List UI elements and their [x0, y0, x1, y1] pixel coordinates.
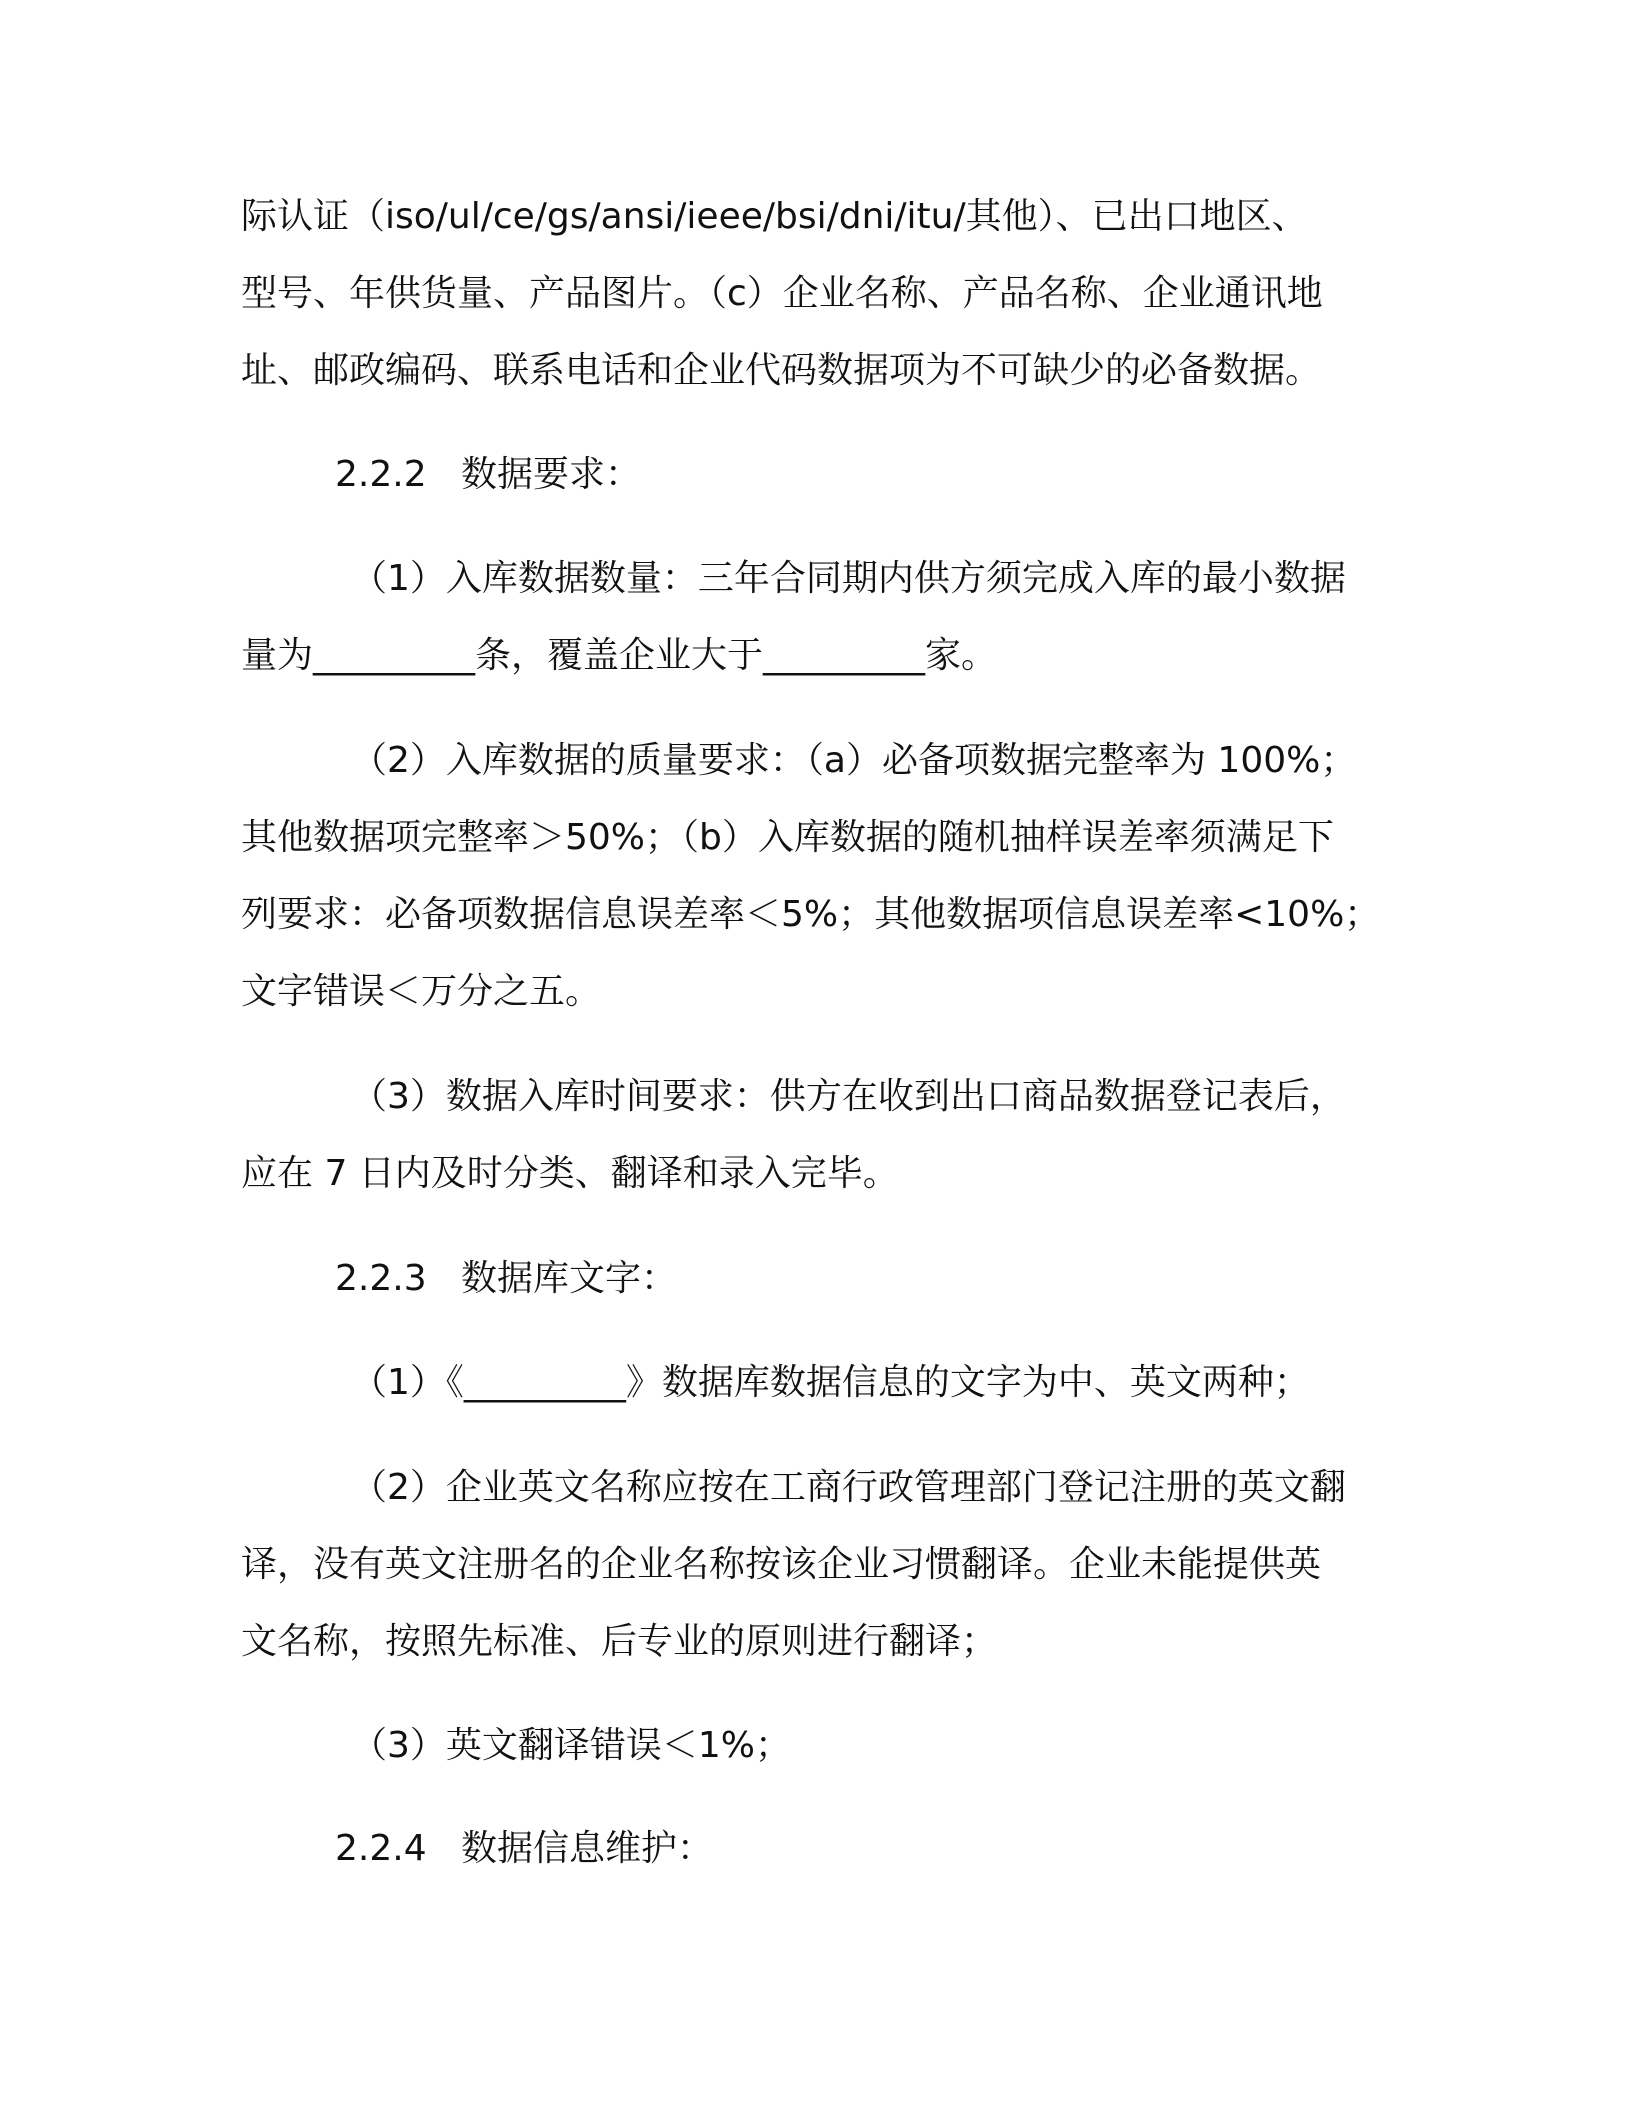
- paragraph-certification: [241, 178, 1401, 409]
- paragraph-database-language: [241, 1344, 1401, 1421]
- section-number: 2.2.3: [335, 1258, 427, 1299]
- text-line: （3）英文翻译错误＜1%；: [351, 1725, 792, 1766]
- section-heading-2-2-2: [241, 436, 1495, 513]
- text-line: 译，没有英文注册名的企业名称按该企业习惯翻译。企业未能提供英: [241, 1544, 1322, 1585]
- text-line: （2）入库数据的质量要求：（a）必备项数据完整率为 100%；: [351, 740, 1357, 781]
- section-number: 2.2.2: [335, 454, 427, 495]
- section-heading-2-2-3: [241, 1240, 1495, 1317]
- text-line: （3）数据入库时间要求：供方在收到出口商品数据登记表后，: [351, 1076, 1346, 1117]
- text-line: 文名称，按照先标准、后专业的原则进行翻译；: [241, 1621, 998, 1662]
- paragraph-translation-error: [241, 1707, 1401, 1784]
- text-line: 址、邮政编码、联系电话和企业代码数据项为不可缺少的必备数据。: [241, 350, 1322, 391]
- section-title: 数据信息维护：: [461, 1828, 714, 1869]
- text-line: 际认证（iso/ul/ce/gs/ansi/ieee/bsi/dni/itu/其他）、已出口地区、: [241, 196, 1308, 237]
- section-number: 2.2.4: [335, 1828, 427, 1869]
- paragraph-data-quality: [241, 722, 1401, 1030]
- section-heading-2-2-4: [241, 1810, 1495, 1887]
- text-line: 型号、年供货量、产品图片。（c）企业名称、产品名称、企业通讯地: [241, 273, 1323, 314]
- section-title: 数据要求：: [461, 454, 642, 495]
- text-line: 其他数据项完整率＞50%；（b）入库数据的随机抽样误差率须满足下: [241, 817, 1334, 858]
- text-line: 应在 7 日内及时分类、翻译和录入完毕。: [241, 1153, 899, 1194]
- text-line: 量为_________条，覆盖企业大于_________家。: [241, 635, 998, 676]
- text-line: （1）《_________》数据库数据信息的文字为中、英文两种；: [351, 1362, 1310, 1403]
- paragraph-data-quantity: [241, 540, 1401, 694]
- paragraph-english-name: [241, 1449, 1401, 1680]
- text-line: 列要求：必备项数据信息误差率＜5%；其他数据项信息误差率<10%；: [241, 894, 1381, 935]
- text-line: （1）入库数据数量：三年合同期内供方须完成入库的最小数据: [351, 558, 1346, 599]
- text-line: （2）企业英文名称应按在工商行政管理部门登记注册的英文翻: [351, 1467, 1346, 1508]
- text-line: 文字错误＜万分之五。: [241, 971, 602, 1012]
- section-title: 数据库文字：: [461, 1258, 678, 1299]
- paragraph-entry-time: [241, 1058, 1401, 1212]
